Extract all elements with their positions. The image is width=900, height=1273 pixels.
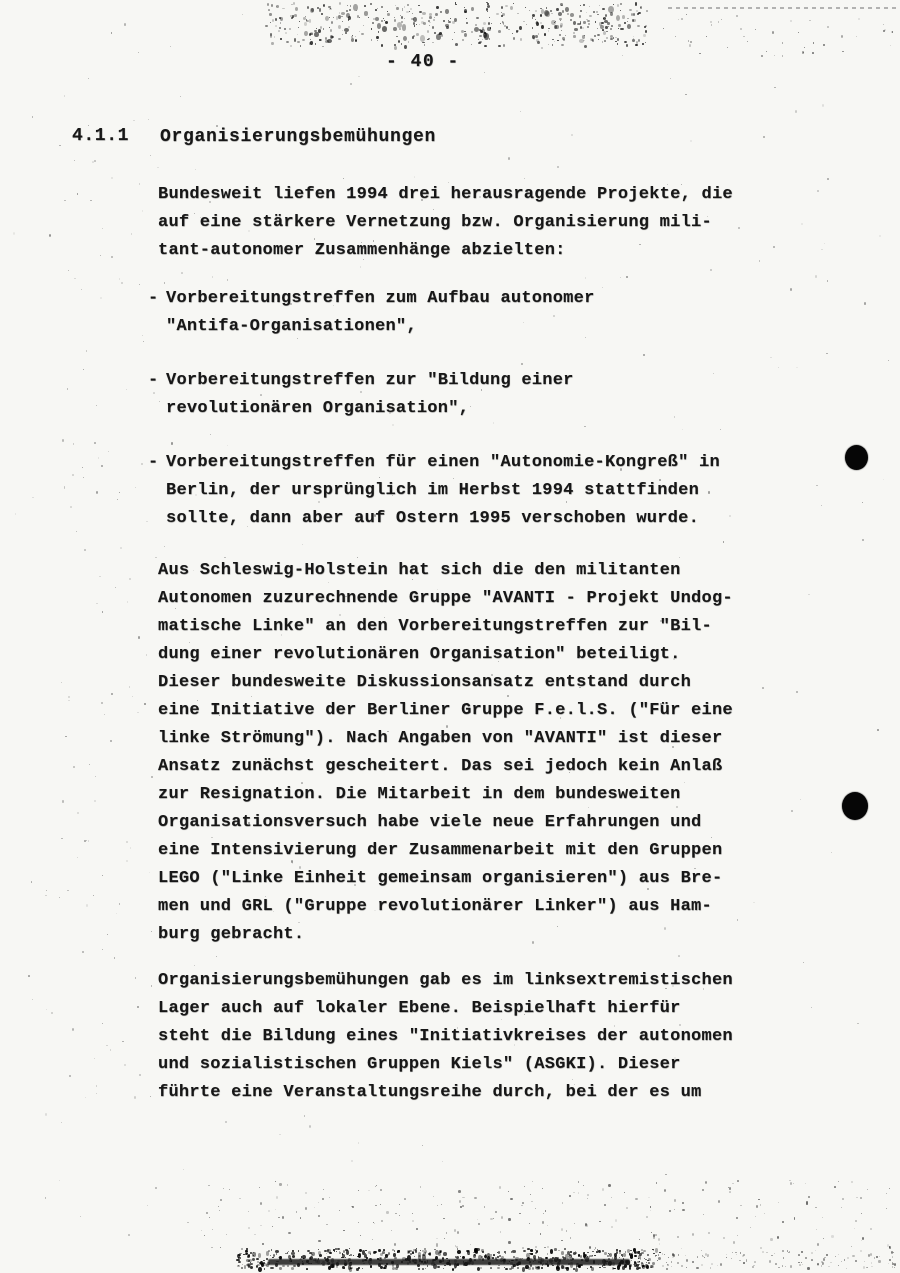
text-line: und sozialistischen Gruppen Kiels" (ASGKI). Dieser bbox=[158, 1055, 681, 1074]
text-line: dung einer revolutionären Organisation" beteiligt. bbox=[158, 645, 681, 664]
text-line: matische Linke" an den Vorbereitungstreffen zur "Bil- bbox=[158, 617, 712, 636]
text-line: Autonomen zuzurechnende Gruppe "AVANTI - Projekt Undog- bbox=[158, 589, 733, 608]
text-line: eine Intensivierung der Zusammenarbeit mit den Gruppen bbox=[158, 841, 723, 860]
ink-dot-mark-upper bbox=[845, 445, 868, 470]
text-line: Vorbereitungstreffen für einen "Autonomie-Kongreß" in bbox=[166, 453, 720, 472]
bullet-item-autonomie-kongress bbox=[148, 449, 798, 533]
text-line: sollte, dann aber auf Ostern 1995 verschoben wurde. bbox=[166, 509, 700, 528]
text-line: Organisierungsbemühungen gab es im linksextremistischen bbox=[158, 971, 733, 990]
bullet-dash: - bbox=[148, 453, 159, 472]
paragraph-asgki bbox=[158, 967, 798, 1107]
text-line: men und GRL ("Gruppe revolutionärer Linker") aus Ham- bbox=[158, 897, 712, 916]
text-line: steht die Bildung eines "Initiativkreises der autonomen bbox=[158, 1027, 733, 1046]
body-text-column bbox=[148, 181, 798, 1107]
section-title: Organisierungsbemühungen bbox=[160, 127, 437, 147]
intro-paragraph bbox=[158, 181, 798, 265]
text-line: Bundesweit liefen 1994 drei herausragende Projekte, die bbox=[158, 185, 733, 204]
text-line: auf eine stärkere Vernetzung bzw. Organisierung mili- bbox=[158, 213, 712, 232]
text-line: Berlin, der ursprünglich im Herbst 1994 stattfinden bbox=[166, 481, 700, 500]
bullet-item-antifa bbox=[148, 285, 798, 341]
paragraph-avanti bbox=[158, 557, 798, 949]
section-number: 4.1.1 bbox=[72, 126, 130, 146]
text-line: Aus Schleswig-Holstein hat sich die den militanten bbox=[158, 561, 681, 580]
text-line: Vorbereitungstreffen zur "Bildung einer bbox=[166, 371, 574, 390]
scan-artifact-top-line bbox=[668, 7, 900, 9]
bullet-item-revolutionaere-organisation bbox=[148, 367, 798, 423]
scan-artifact-bottom-bar bbox=[268, 1259, 630, 1265]
text-line: zur Resignation. Die Mitarbeit in dem bundesweiten bbox=[158, 785, 681, 804]
text-line: LEGO ("Linke Einheit gemeinsam organisieren") aus Bre- bbox=[158, 869, 723, 888]
text-line: Vorbereitungstreffen zum Aufbau autonomer bbox=[166, 289, 595, 308]
ink-dot-mark-lower bbox=[842, 792, 868, 820]
text-line: Lager auch auf lokaler Ebene. Beispielhaft hierfür bbox=[158, 999, 681, 1018]
text-line: führte eine Veranstaltungsreihe durch, bei der es um bbox=[158, 1083, 702, 1102]
text-line: linke Strömung"). Nach Angaben von "AVANTI" ist dieser bbox=[158, 729, 723, 748]
text-line: tant-autonomer Zusammenhänge abzielten: bbox=[158, 241, 566, 260]
text-line: Dieser bundesweite Diskussionsansatz entstand durch bbox=[158, 673, 692, 692]
text-line: eine Initiative der Berliner Gruppe F.e.l.S. ("Für eine bbox=[158, 701, 733, 720]
text-line: Organisationsversuch habe viele neue Erfahrungen und bbox=[158, 813, 702, 832]
bullet-dash: - bbox=[148, 371, 159, 390]
bullet-dash: - bbox=[148, 289, 159, 308]
text-line: revolutionären Organisation", bbox=[166, 399, 470, 418]
text-line: Ansatz zunächst gescheitert. Das sei jedoch kein Anlaß bbox=[158, 757, 723, 776]
page-number: - 40 - bbox=[386, 52, 460, 72]
text-line: "Antifa-Organisationen", bbox=[166, 317, 417, 336]
text-line: burg gebracht. bbox=[158, 925, 305, 944]
